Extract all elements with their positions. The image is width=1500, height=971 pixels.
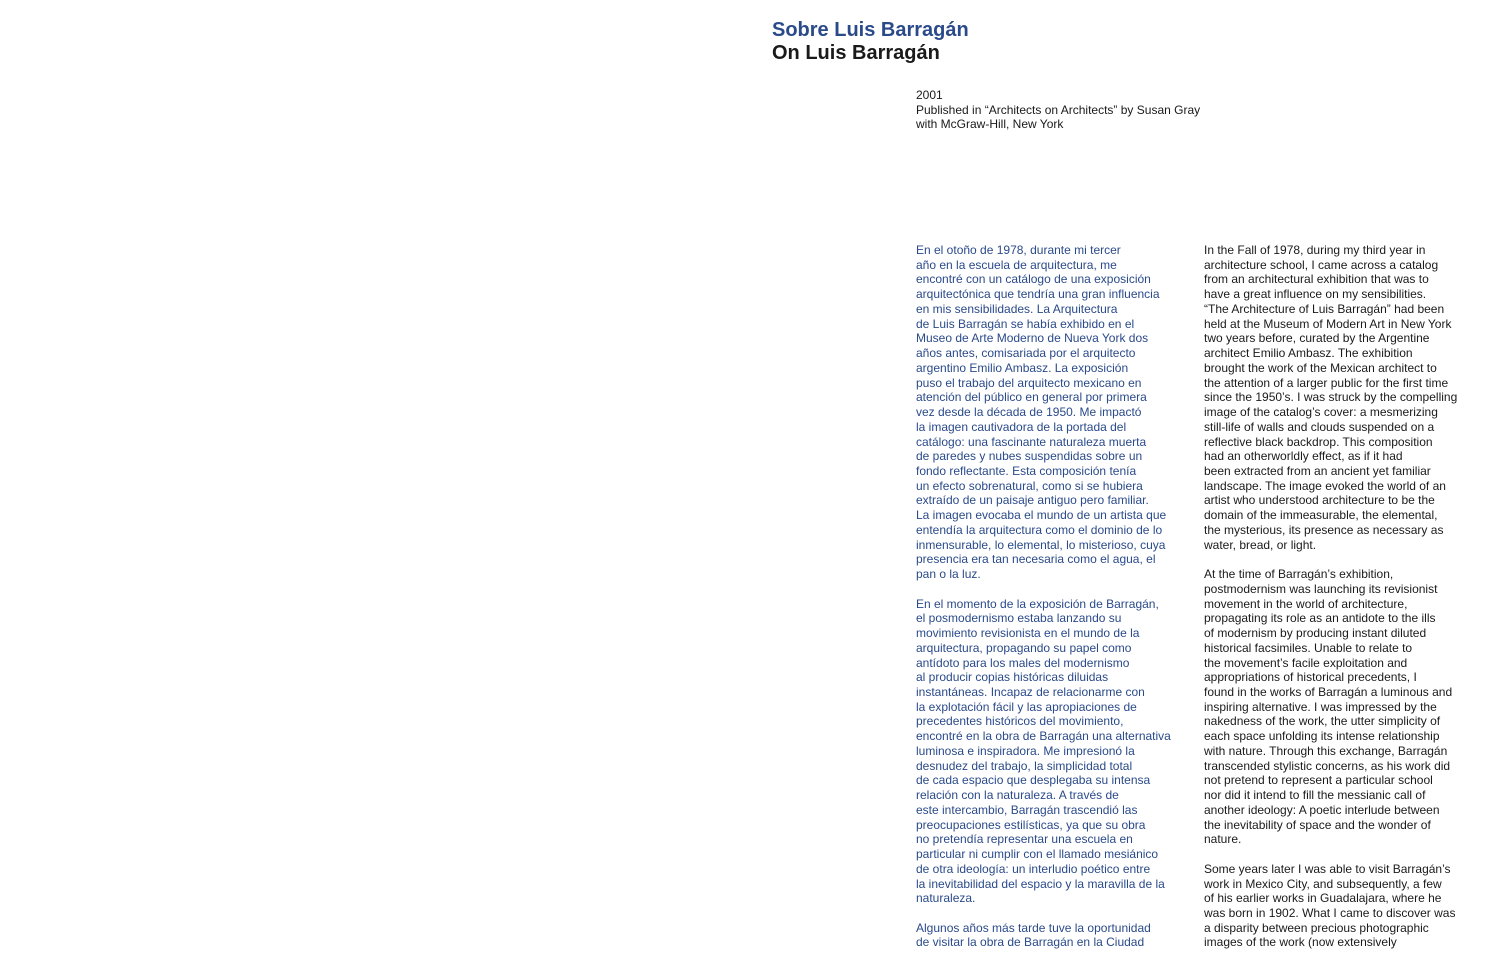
spanish-paragraph: [916, 243, 1196, 582]
english-text-line: nor did it intend to fill the messianic call of: [1204, 788, 1426, 803]
spanish-text-line: arquitectura, propagando su papel como: [916, 640, 1132, 655]
spanish-text-line: pan o la luz.: [916, 567, 981, 582]
english-text-line: not pretend to represent a particular school: [1204, 773, 1433, 788]
english-text-line: had an otherworldly effect, as if it had: [1204, 449, 1403, 464]
english-text-line: work in Mexico City, and subsequently, a few: [1204, 876, 1442, 891]
spanish-text-line: Algunos años más tarde tuve la oportunidad: [916, 920, 1151, 935]
spanish-text-line: extraído de un paisaje antiguo pero familiar.: [916, 493, 1149, 508]
english-text-line: the inevitability of space and the wonder of: [1204, 817, 1431, 832]
spanish-text-line: la inevitabilidad del espacio y la maravilla de la: [916, 876, 1165, 891]
spanish-text-line: En el momento de la exposición de Barragán,: [916, 596, 1159, 611]
spanish-text-line: vez desde la década de 1950. Me impactó: [916, 405, 1142, 420]
spanish-text-line: presencia era tan necesaria como el agua, el: [916, 552, 1156, 567]
english-text-line: each space unfolding its intense relationship: [1204, 729, 1440, 744]
english-text-line: landscape. The image evoked the world of an: [1204, 478, 1446, 493]
spanish-text-line: puso el trabajo del arquitecto mexicano en: [916, 375, 1142, 390]
spanish-text-line: de Luis Barragán se había exhibido en el: [916, 316, 1135, 331]
spanish-text-line: la imagen cautivadora de la portada del: [916, 419, 1127, 434]
english-text-line: Some years later I was able to visit Barragán’s: [1204, 861, 1451, 876]
english-text-line: reflective black backdrop. This composition: [1204, 434, 1433, 449]
english-text-line: transcended stylistic concerns, as his work did: [1204, 758, 1451, 773]
spanish-text-line: la explotación fácil y las apropiaciones de: [916, 699, 1137, 714]
english-paragraph: [1204, 567, 1484, 847]
publication-year: 2001: [916, 88, 943, 102]
english-text-line: inspiring alternative. I was impressed by the: [1204, 699, 1437, 714]
english-text-line: architecture school, I came across a catalog: [1204, 257, 1439, 272]
spanish-text-line: de visitar la obra de Barragán en la Ciudad: [916, 935, 1145, 950]
spanish-text-column: [916, 243, 1196, 950]
english-text-line: the mysterious, its presence as necessary as: [1204, 522, 1444, 537]
publication-line-2: with McGraw-Hill, New York: [916, 117, 1064, 132]
spanish-text-line: este intercambio, Barragán trascendió las: [916, 802, 1138, 817]
english-text-line: historical facsimiles. Unable to relate to: [1204, 640, 1413, 655]
spanish-text-line: años antes, comisariada por el arquitecto: [916, 346, 1136, 361]
spanish-text-line: atención del público en general por primera: [916, 390, 1147, 405]
spanish-text-line: desnudez del trabajo, la simplicidad total: [916, 758, 1133, 773]
english-text-line: nature.: [1204, 832, 1242, 847]
spanish-text-line: encontré en la obra de Barragán una alternativa: [916, 729, 1171, 744]
english-text-line: appropriations of historical precedents, I: [1204, 670, 1417, 685]
spanish-text-line: el posmodernismo estaba lanzando su: [916, 611, 1122, 626]
english-text-line: of modernism by producing instant diluted: [1204, 626, 1427, 641]
english-text-line: two years before, curated by the Argentine: [1204, 331, 1430, 346]
spanish-text-line: precedentes históricos del movimiento,: [916, 714, 1124, 729]
english-text-line: propagating its role as an antidote to the ills: [1204, 611, 1436, 626]
spanish-text-line: arquitectónica que tendría una gran influencia: [916, 287, 1160, 302]
english-text-line: brought the work of the Mexican architect to: [1204, 360, 1437, 375]
spanish-text-line: movimiento revisionista en el mundo de la: [916, 626, 1140, 641]
spanish-text-line: luminosa e inspiradora. Me impresionó la: [916, 743, 1135, 758]
title-english: On Luis Barragán: [772, 42, 940, 64]
spanish-text-line: fondo reflectante. Esta composición tenía: [916, 464, 1137, 479]
paragraph-spacer: [1204, 552, 1484, 567]
english-text-line: the movement’s facile exploitation and: [1204, 655, 1408, 670]
spanish-text-line: de otra ideología: un interludio poético entre: [916, 861, 1151, 876]
spanish-text-line: no pretendía representar una escuela en: [916, 832, 1133, 847]
english-text-line: another ideology: A poetic interlude between: [1204, 802, 1440, 817]
english-text-line: domain of the immeasurable, the elemental,: [1204, 508, 1438, 523]
spanish-text-line: En el otoño de 1978, durante mi tercer: [916, 243, 1121, 257]
english-text-line: have a great influence on my sensibilities.: [1204, 287, 1427, 302]
spanish-text-line: inmensurable, lo elemental, lo misterioso, cuya: [916, 537, 1166, 552]
english-text-line: At the time of Barragán’s exhibition,: [1204, 567, 1394, 582]
english-text-line: postmodernism was launching its revisionist: [1204, 581, 1438, 596]
spanish-text-line: un efecto sobrenatural, como si se hubiera: [916, 478, 1143, 493]
spanish-text-line: antídoto para los males del modernismo: [916, 655, 1130, 670]
english-text-line: In the Fall of 1978, during my third year in: [1204, 243, 1426, 257]
spanish-text-line: relación con la naturaleza. A través de: [916, 788, 1119, 803]
spanish-text-line: de paredes y nubes suspendidas sobre un: [916, 449, 1143, 464]
spanish-paragraph: [916, 597, 1196, 906]
spanish-text-line: preocupaciones estilísticas, ya que su obra: [916, 817, 1146, 832]
english-text-line: was born in 1902. What I came to discover was: [1204, 906, 1456, 921]
english-paragraph: [1204, 862, 1484, 950]
spanish-text-line: de cada espacio que desplegaba su intensa: [916, 773, 1151, 788]
english-text-line: artist who understood architecture to be the: [1204, 493, 1435, 508]
english-text-line: the attention of a larger public for the first time: [1204, 375, 1449, 390]
spanish-text-line: instantáneas. Incapaz de relacionarme con: [916, 685, 1145, 700]
english-text-line: from an architectural exhibition that was to: [1204, 272, 1429, 287]
spanish-text-line: al producir copias históricas diluidas: [916, 670, 1109, 685]
english-text-line: held at the Museum of Modern Art in New York: [1204, 316, 1452, 331]
paragraph-spacer: [916, 906, 1196, 921]
english-text-line: with nature. Through this exchange, Barragán: [1204, 743, 1448, 758]
english-text-line: still-life of walls and clouds suspended on a: [1204, 419, 1435, 434]
paragraph-spacer: [1204, 847, 1484, 862]
english-text-line: architect Emilio Ambasz. The exhibition: [1204, 346, 1413, 361]
english-paragraph: [1204, 243, 1484, 552]
spanish-text-line: catálogo: una fascinante naturaleza muerta: [916, 434, 1147, 449]
publication-info: [916, 88, 1200, 132]
english-text-line: images of the work (now extensively: [1204, 935, 1397, 950]
paragraph-spacer: [916, 582, 1196, 597]
publication-line-1: Published in “Architects on Architects” by Susan Gray: [916, 102, 1201, 117]
english-text-line: image of the catalog’s cover: a mesmerizing: [1204, 405, 1438, 420]
spanish-text-line: entendía la arquitectura como el dominio de lo: [916, 522, 1163, 537]
spanish-text-line: naturaleza.: [916, 891, 976, 906]
english-text-line: found in the works of Barragán a luminous and: [1204, 685, 1453, 700]
english-text-line: water, bread, or light.: [1204, 537, 1317, 552]
spanish-text-line: La imagen evocaba el mundo de un artista que: [916, 508, 1167, 523]
spanish-text-line: en mis sensibilidades. La Arquitectura: [916, 301, 1118, 316]
english-text-line: nakedness of the work, the utter simplicity of: [1204, 714, 1441, 729]
english-text-line: since the 1950’s. I was struck by the compelling: [1204, 390, 1458, 405]
english-text-line: of his earlier works in Guadalajara, where he: [1204, 891, 1442, 906]
english-text-column: [1204, 243, 1484, 950]
english-text-line: a disparity between precious photographic: [1204, 920, 1429, 935]
spanish-text-line: particular ni cumplir con el llamado mesiánico: [916, 847, 1159, 862]
english-text-line: “The Architecture of Luis Barragán” had been: [1204, 301, 1445, 316]
title-spanish: Sobre Luis Barragán: [772, 19, 969, 41]
spanish-text-line: Museo de Arte Moderno de Nueva York dos: [916, 331, 1149, 346]
english-text-line: been extracted from an ancient yet familiar: [1204, 464, 1431, 479]
english-text-line: movement in the world of architecture,: [1204, 596, 1408, 611]
spanish-text-line: argentino Emilio Ambasz. La exposición: [916, 360, 1129, 375]
spanish-paragraph: [916, 921, 1196, 950]
spanish-text-line: encontré con un catálogo de una exposición: [916, 272, 1151, 287]
spanish-text-line: año en la escuela de arquitectura, me: [916, 257, 1117, 272]
